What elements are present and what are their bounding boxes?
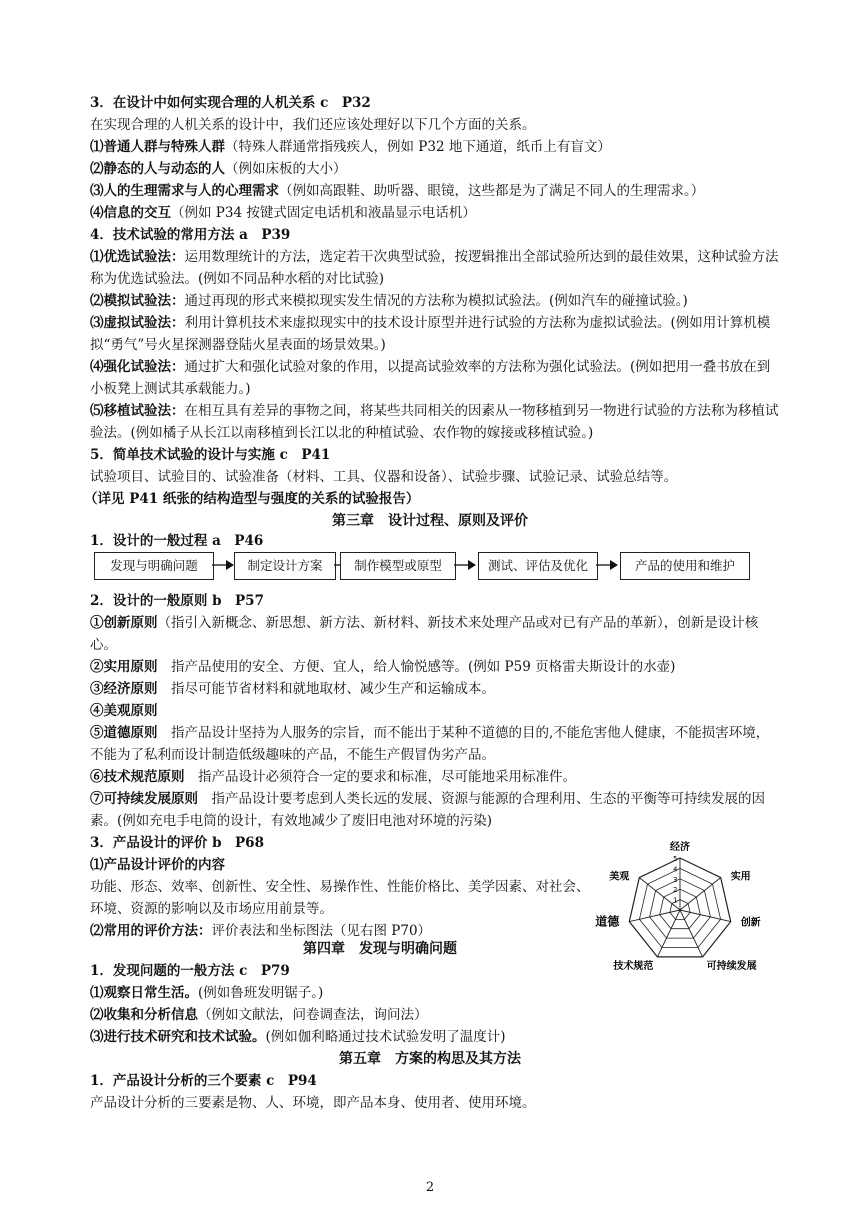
item-text: （例如高跟鞋、助听器、眼镜，这些都是为了满足不同人的生理需求。） bbox=[279, 183, 705, 199]
item-head: ③经济原则 bbox=[90, 681, 158, 697]
item-text: 指产品设计要考虑到人类长远的发展、资源与能源的合理利用、生态的平衡等可持续发展的因素。(例如充电手电筒的设计，有效地减少了废旧电池对环境的污染) bbox=[90, 791, 765, 829]
section-heading: 1．产品设计分析的三个要素 c P94 bbox=[90, 1073, 317, 1089]
list-item bbox=[90, 158, 780, 180]
principle-item bbox=[90, 766, 780, 788]
list-item bbox=[90, 136, 780, 158]
radar-tick-labels bbox=[673, 855, 678, 905]
paragraph: 在实现合理的人机关系的设计中，我们还应该处理好以下几个方面的关系。 bbox=[90, 117, 536, 133]
item-text: 指产品使用的安全、方便、宜人，给人愉悦感等。(例如 P59 页格雷夫斯设计的水壶) bbox=[171, 659, 676, 675]
flow-step: 制作模型或原型 bbox=[340, 552, 456, 580]
page-number: 2 bbox=[425, 1180, 435, 1195]
item-text: (例如鲁班发明锯子。) bbox=[198, 985, 324, 1001]
paragraph: 试验项目、试验目的、试验准备（材料、工具、仪器和设备）、试验步骤、试验记录、试验总结等。 bbox=[90, 469, 678, 485]
item-text: 指产品设计必须符合一定的要求和标准，尽可能地采用标准件。 bbox=[198, 769, 576, 785]
item-text: （例如床板的大小） bbox=[225, 161, 347, 177]
chapter-title: 第四章 发现与明确问题 bbox=[303, 941, 457, 957]
radar-tick-label: 2 bbox=[673, 886, 678, 895]
section-heading: 3．在设计中如何实现合理的人机关系 c P32 bbox=[90, 95, 371, 111]
item-head: ②实用原则 bbox=[90, 659, 158, 675]
sub-heading: ⑴产品设计评价的内容 bbox=[90, 857, 225, 873]
item-head: ⑥技术规范原则 bbox=[90, 769, 185, 785]
principle-item bbox=[90, 722, 780, 766]
item-head: ⑵模拟试验法： bbox=[90, 293, 185, 309]
item-text: （指引入新概念、新思想、新方法、新材料、新技术来处理产品或对已有产品的革新），创新是设计核心。 bbox=[90, 615, 759, 653]
arrow-right-icon bbox=[212, 558, 234, 572]
section-heading: 1．发现问题的一般方法 c P79 bbox=[90, 963, 290, 979]
item-text: 在相互具有差异的事物之间，将某些共同相关的因素从一物移植到另一物进行试验的方法称为移植试验法。(例如橘子从长江以南移植到长江以北的种植试验、农作物的嫁接或移植试验。) bbox=[90, 403, 779, 441]
item-head: ⑵收集和分析信息 bbox=[90, 1007, 198, 1023]
list-item bbox=[90, 290, 780, 312]
arrow-right-icon bbox=[596, 558, 618, 572]
list-item bbox=[90, 356, 780, 400]
radar-axis-label: 经济 bbox=[670, 842, 690, 853]
principle-item bbox=[90, 678, 780, 700]
radar-tick-label: 4 bbox=[673, 865, 678, 874]
radar-axis-label: 创新 bbox=[740, 917, 761, 929]
principle-item bbox=[90, 656, 780, 678]
item-text: （例如 P34 按键式固定电话机和液晶显示电话机） bbox=[171, 205, 476, 221]
radar-tick-label: 3 bbox=[673, 875, 678, 884]
item-head: ⑵常用的评价方法： bbox=[90, 923, 212, 939]
list-item bbox=[90, 180, 780, 202]
paragraph: 功能、形态、效率、创新性、安全性、易操作性、性能价格比、美学因素、对社会、环境、资源的影响以及市场应用前景等。 bbox=[90, 879, 590, 917]
flow-step: 产品的使用和维护 bbox=[620, 552, 750, 580]
radar-tick-label: 5 bbox=[673, 855, 678, 863]
item-head: ⑴优选试验法： bbox=[90, 249, 185, 265]
item-text: 通过扩大和强化试验对象的作用，以提高试验效率的方法称为强化试验法。(例如把用一叠书放在到小板凳上测试其承载能力。) bbox=[90, 359, 771, 397]
flow-step: 发现与明确问题 bbox=[94, 552, 214, 580]
item-head: ①创新原则 bbox=[90, 615, 158, 631]
principle-item bbox=[90, 612, 780, 656]
radar-axis-label: 美观 bbox=[609, 871, 630, 883]
list-item bbox=[90, 246, 780, 290]
section-heading: 5．简单技术试验的设计与实施 c P41 bbox=[90, 447, 331, 463]
chapter-title: 第三章 设计过程、原则及评价 bbox=[332, 513, 528, 529]
item-head: ⑴普通人群与特殊人群 bbox=[90, 139, 225, 155]
chapter-title: 第五章 方案的构思及其方法 bbox=[339, 1051, 521, 1067]
paragraph: 产品设计分析的三要素是物、人、环境，即产品本身、使用者、使用环境。 bbox=[90, 1095, 536, 1111]
note: （详见 P41 纸张的结构造型与强度的关系的试验报告） bbox=[84, 491, 420, 507]
item-head: ⑶进行技术研究和技术试验。 bbox=[90, 1029, 266, 1045]
radar-axis-label: 实用 bbox=[730, 871, 751, 883]
section-heading: 4．技术试验的常用方法 a P39 bbox=[90, 227, 291, 243]
item-text: 利用计算机技术来虚拟现实中的技术设计原型并进行试验的方法称为虚拟试验法。(例如用计算机模拟“勇气”号火星探测器登陆火星表面的场景效果。) bbox=[90, 315, 771, 353]
radar-axis-label: 可持续发展 bbox=[706, 960, 757, 972]
list-item bbox=[90, 202, 780, 224]
item-head: ⑷强化试验法： bbox=[90, 359, 185, 375]
section-heading: 3．产品设计的评价 b P68 bbox=[90, 835, 264, 851]
item-head: ④美观原则 bbox=[90, 703, 158, 719]
item-head: ⑦可持续发展原则 bbox=[90, 791, 198, 807]
list-item bbox=[90, 400, 780, 444]
radar-axis-label: 道德 bbox=[595, 914, 620, 929]
item-text: 指产品设计坚持为人服务的宗旨，而不能出于某种不道德的目的,不能危害他人健康，不能损害环境，不能为了私利而设计制造低级趣味的产品，不能生产假冒伪劣产品。 bbox=[90, 725, 770, 763]
list-item bbox=[90, 982, 780, 1004]
list-item bbox=[90, 1004, 780, 1026]
item-head: ⑴观察日常生活。 bbox=[90, 985, 198, 1001]
item-head: ⑵静态的人与动态的人 bbox=[90, 161, 225, 177]
principle-item bbox=[90, 700, 780, 722]
item-text: 评价表法和坐标图法（见右图 P70） bbox=[211, 923, 432, 939]
flow-step: 测试、评估及优化 bbox=[478, 552, 598, 580]
item-text: （特殊人群通常指残疾人，例如 P32 地下通道，纸币上有盲文） bbox=[225, 139, 611, 155]
item-text: 运用数理统计的方法，选定若干次典型试验，按逻辑推出全部试验所达到的最佳效果，这种试验方法称为优选试验法。(例如不同品种水稻的对比试验) bbox=[90, 249, 779, 287]
item-text: 指尽可能节省材料和就地取材、减少生产和运输成本。 bbox=[171, 681, 495, 697]
flow-step: 制定设计方案 bbox=[234, 552, 336, 580]
radar-tick-label: 1 bbox=[673, 896, 678, 905]
radar-axis-label: 技术规范 bbox=[613, 960, 654, 972]
item-head: ⑷信息的交互 bbox=[90, 205, 171, 221]
item-text: （例如文献法，问卷调查法，询问法） bbox=[198, 1007, 428, 1023]
arrow-right-icon bbox=[454, 558, 476, 572]
item-head: ⑶虚拟试验法： bbox=[90, 315, 185, 331]
principle-item bbox=[90, 788, 780, 832]
section-heading: 1．设计的一般过程 a P46 bbox=[90, 533, 264, 549]
section-heading: 2．设计的一般原则 b P57 bbox=[90, 593, 264, 609]
item-text: (例如伽利略通过技术试验发明了温度计) bbox=[265, 1029, 506, 1045]
item-head: ⑤道德原则 bbox=[90, 725, 158, 741]
list-item bbox=[90, 312, 780, 356]
item-text: 通过再现的形式来模拟现实发生情况的方法称为模拟试验法。(例如汽车的碰撞试验。) bbox=[184, 293, 688, 309]
item-head: ⑶人的生理需求与人的心理需求 bbox=[90, 183, 279, 199]
list-item bbox=[90, 1026, 780, 1048]
item-head: ⑸移植试验法： bbox=[90, 403, 185, 419]
